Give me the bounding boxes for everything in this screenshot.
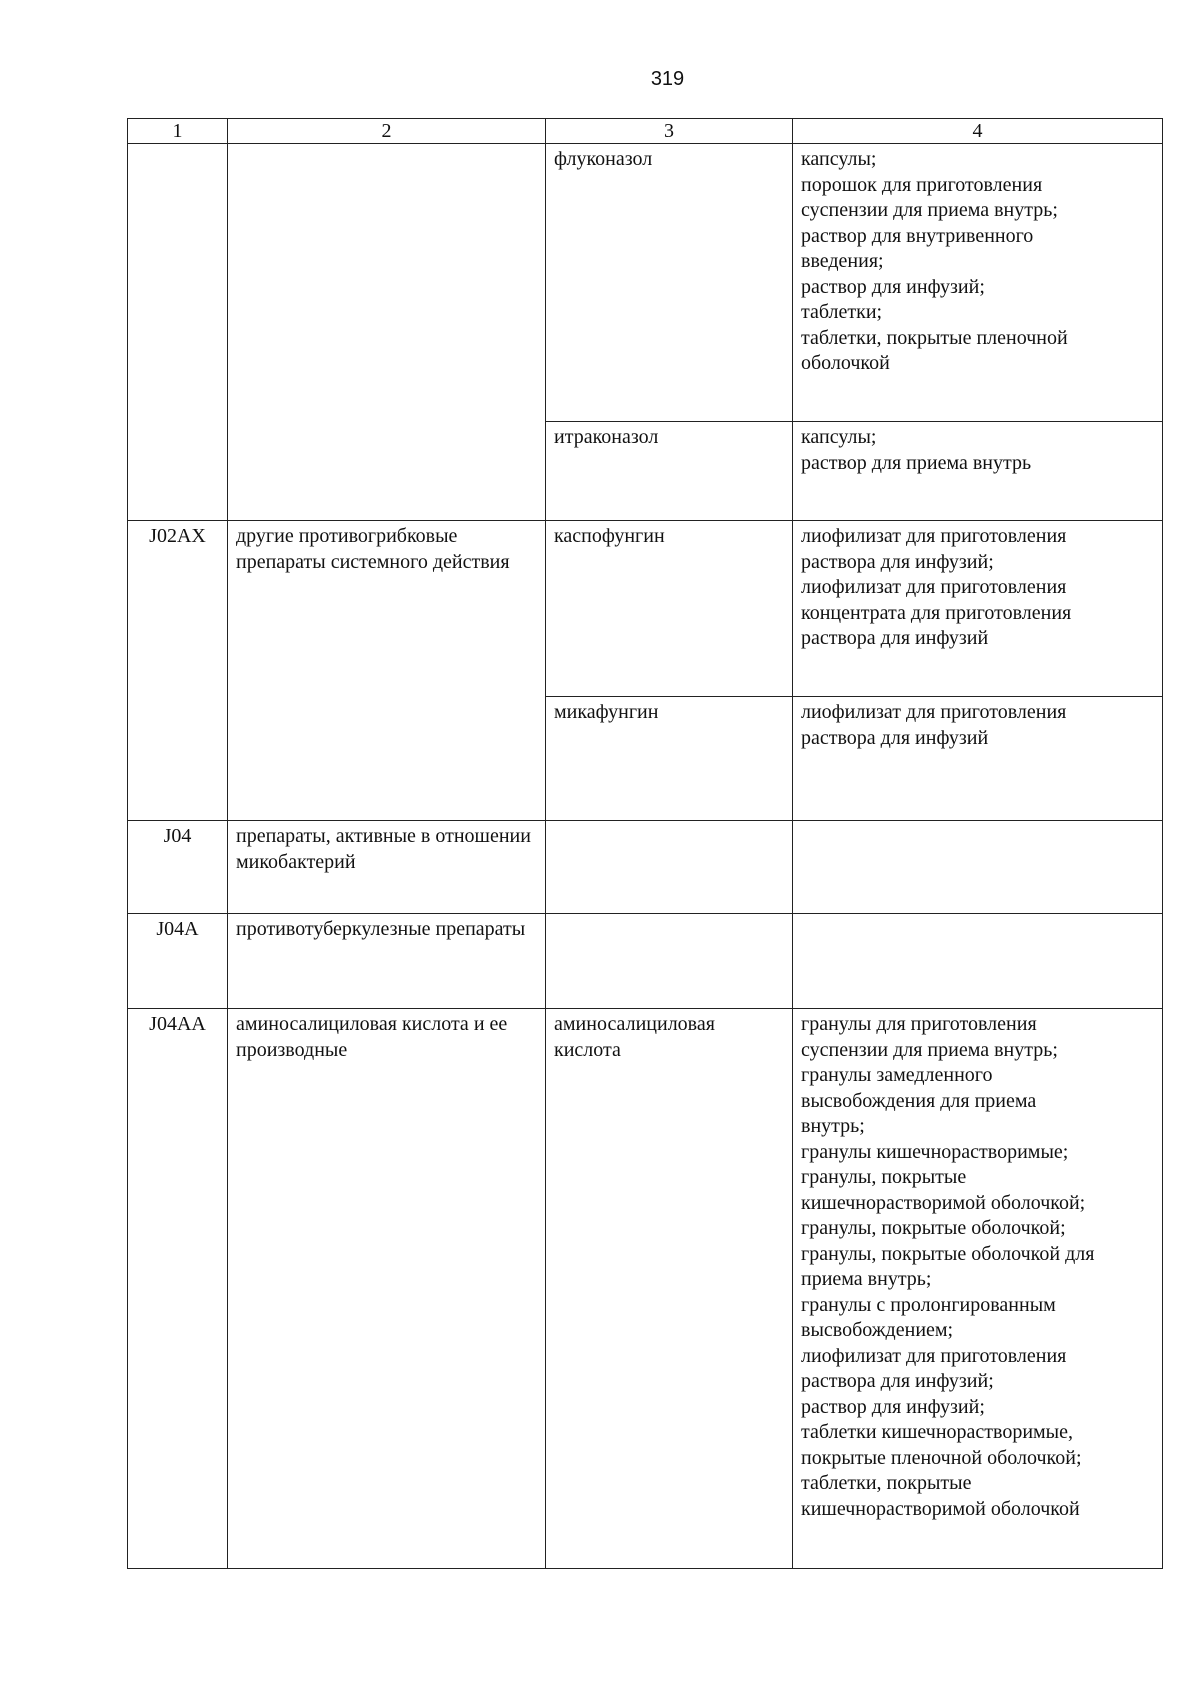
dosage-form-line: лиофилизат для приготовления	[801, 701, 1067, 723]
atc-code-cell	[128, 697, 228, 821]
drug-name-cell	[546, 821, 793, 914]
column-header-1: 1	[128, 119, 228, 144]
group-name: другие противогрибковые препараты системного действия	[236, 525, 510, 573]
dosage-form-line: внутрь;	[801, 1115, 865, 1137]
dosage-form-line: раствора для инфузий;	[801, 1370, 994, 1392]
dosage-forms-cell	[793, 144, 1163, 422]
dosage-forms-cell	[793, 521, 1163, 697]
column-header-2: 2	[228, 119, 546, 144]
drug-table	[127, 118, 1163, 1569]
group-cell	[228, 914, 546, 1009]
dosage-form-line: высвобождения для приема	[801, 1089, 1037, 1112]
atc-code-cell: J04	[128, 821, 228, 914]
table-row	[128, 1009, 1163, 1569]
table-row	[128, 697, 1163, 821]
drug-name-cell: микафунгин	[546, 697, 793, 821]
dosage-form-line: высвобождением;	[801, 1319, 954, 1341]
table-row	[128, 144, 1163, 422]
dosage-form-line: гранулы, покрытые оболочкой для	[801, 1242, 1095, 1265]
table-row	[128, 821, 1163, 914]
drug-name-cell	[546, 914, 793, 1009]
dosage-form-line: гранулы кишечнорастворимые;	[801, 1140, 1069, 1163]
dosage-form-line: концентрата для приготовления	[801, 601, 1072, 624]
dosage-form-line: лиофилизат для приготовления	[801, 525, 1067, 547]
dosage-form-line: гранулы для приготовления	[801, 1013, 1037, 1035]
dosage-form-line: кишечнорастворимой оболочкой;	[801, 1191, 1086, 1214]
dosage-form-line: раствор для приема внутрь	[801, 451, 1032, 474]
column-header-4: 4	[793, 119, 1163, 144]
atc-code-cell: J04AA	[128, 1009, 228, 1569]
dosage-forms-cell	[793, 821, 1163, 914]
atc-code-cell: J02AX	[128, 521, 228, 697]
dosage-forms-cell	[793, 422, 1163, 521]
drug-name: аминосалициловая кислота	[554, 1013, 715, 1061]
page-number: 319	[650, 68, 685, 90]
table-row	[128, 422, 1163, 521]
dosage-form-line: раствор для внутривенного	[801, 224, 1034, 247]
table-row	[128, 914, 1163, 1009]
dosage-form-line: таблетки кишечнорастворимые,	[801, 1421, 1073, 1443]
dosage-form-line: раствор для инфузий;	[801, 275, 985, 298]
group-cell	[228, 697, 546, 821]
dosage-form-line: суспензии для приема внутрь;	[801, 199, 1058, 221]
dosage-form-line: таблетки;	[801, 301, 883, 323]
atc-code-cell: J04A	[128, 914, 228, 1009]
drug-name-cell: итраконазол	[546, 422, 793, 521]
dosage-form-line: гранулы, покрытые	[801, 1166, 967, 1188]
dosage-form-line: таблетки, покрытые	[801, 1472, 972, 1494]
dosage-forms-cell	[793, 914, 1163, 1009]
dosage-form-line: таблетки, покрытые пленочной	[801, 326, 1068, 349]
drug-name-cell	[546, 1009, 793, 1569]
dosage-form-line: раствора для инфузий	[801, 726, 989, 749]
dosage-form-line: приема внутрь;	[801, 1268, 932, 1290]
dosage-form-line: гранулы замедленного	[801, 1064, 993, 1086]
group-cell	[228, 821, 546, 914]
dosage-form-line: капсулы;	[801, 148, 877, 170]
dosage-form-line: гранулы с пролонгированным	[801, 1293, 1056, 1316]
dosage-form-line: оболочкой	[801, 352, 890, 374]
dosage-form-line: раствора для инфузий	[801, 627, 989, 649]
atc-code-cell	[128, 422, 228, 521]
dosage-form-line: лиофилизат для приготовления	[801, 1344, 1067, 1367]
group-cell	[228, 144, 546, 422]
dosage-form-line: порошок для приготовления	[801, 173, 1043, 196]
group-name: противотуберкулезные препараты	[236, 918, 526, 940]
atc-code-cell	[128, 144, 228, 422]
column-header-3: 3	[546, 119, 793, 144]
drug-name-cell: каспофунгин	[546, 521, 793, 697]
dosage-forms-cell	[793, 1009, 1163, 1569]
group-name: препараты, активные в отношении микобактерий	[236, 825, 531, 873]
table-header-row	[128, 119, 1163, 144]
group-cell	[228, 422, 546, 521]
dosage-form-line: раствора для инфузий;	[801, 550, 994, 573]
dosage-form-line: кишечнорастворимой оболочкой	[801, 1497, 1080, 1520]
dosage-form-line: введения;	[801, 250, 884, 272]
dosage-form-line: суспензии для приема внутрь;	[801, 1038, 1058, 1061]
table-row	[128, 521, 1163, 697]
dosage-form-line: капсулы;	[801, 426, 877, 448]
dosage-form-line: покрытые пленочной оболочкой;	[801, 1446, 1082, 1469]
dosage-form-line: гранулы, покрытые оболочкой;	[801, 1217, 1066, 1239]
group-cell	[228, 521, 546, 697]
dosage-form-line: лиофилизат для приготовления	[801, 576, 1067, 598]
drug-name-cell: флуконазол	[546, 144, 793, 422]
group-cell	[228, 1009, 546, 1569]
dosage-forms-cell	[793, 697, 1163, 821]
dosage-form-line: раствор для инфузий;	[801, 1395, 985, 1418]
group-name: аминосалициловая кислота и ее производные	[236, 1013, 508, 1061]
